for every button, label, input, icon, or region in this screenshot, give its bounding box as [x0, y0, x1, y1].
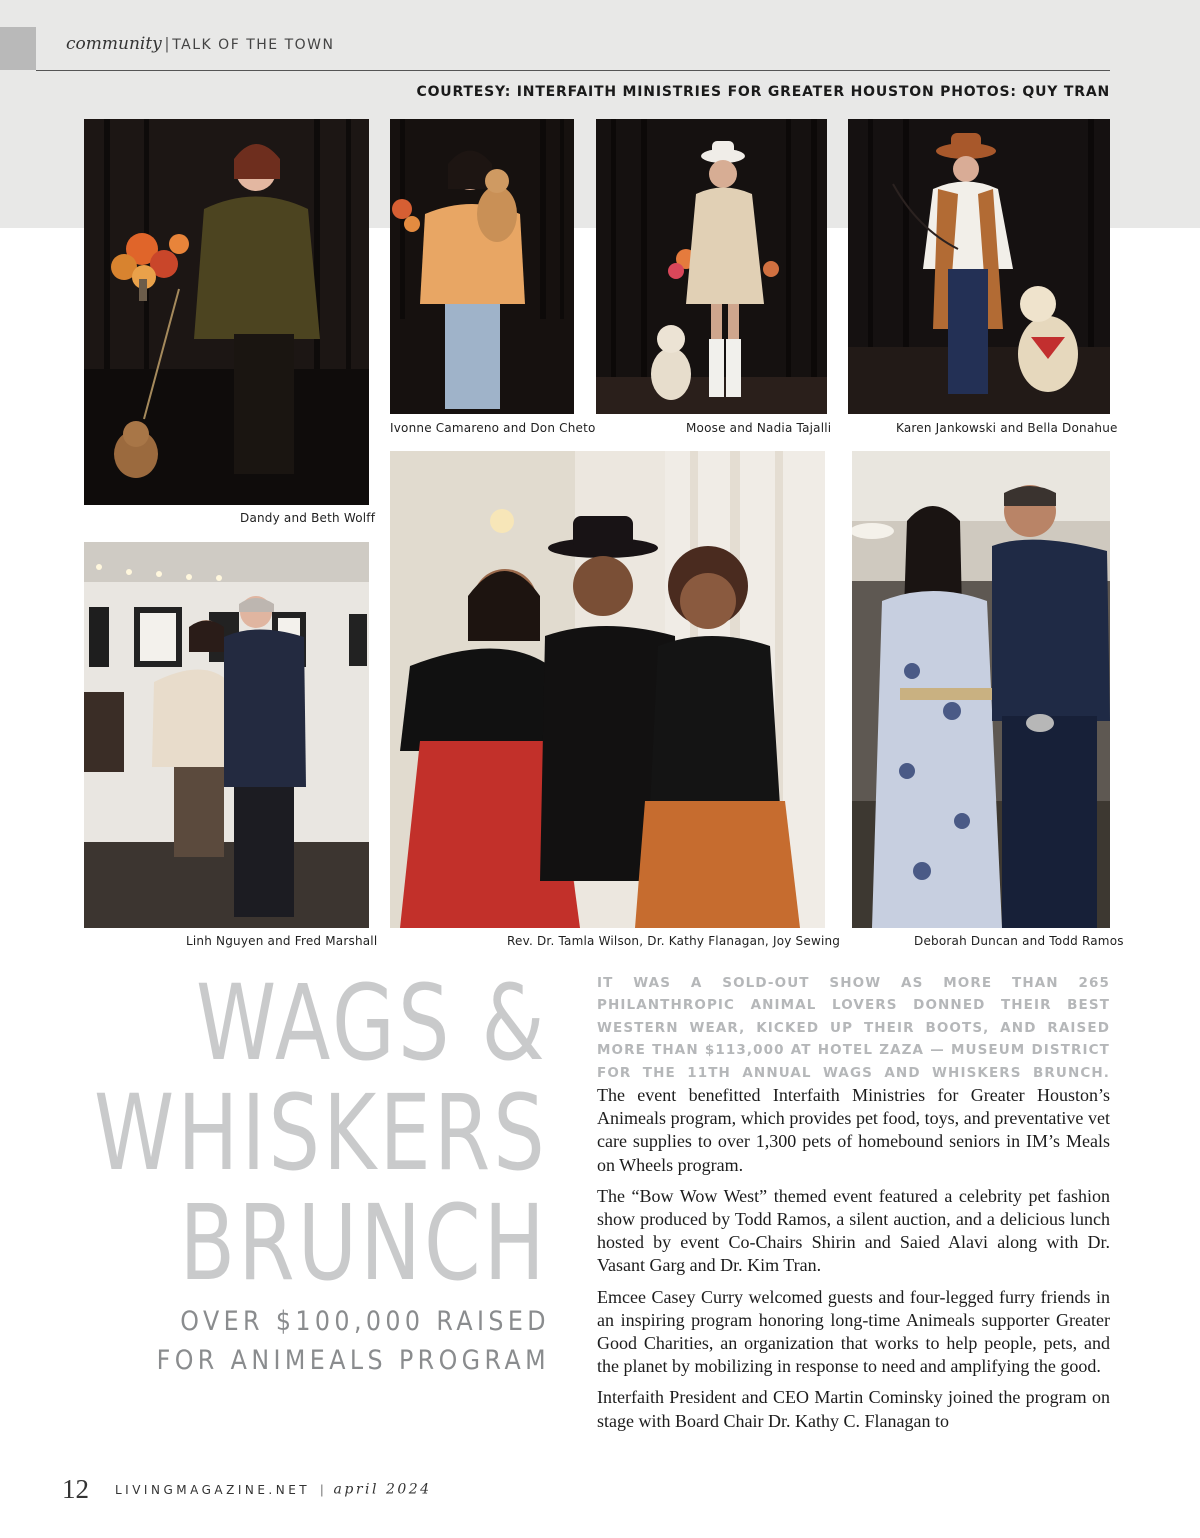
article-paragraph: The “Bow Wow West” themed event featured a celebrity pet fashion show produced by Todd Ramos, a silent auction, and a delicious lunch hosted by event Co-Chairs Shirin and Saied Alavi along with Dr. Vasant Garg and Dr. Kim Tran.: [597, 1185, 1110, 1276]
headline-line: WHISKERS: [94, 1072, 548, 1194]
article-lede: IT WAS A SOLD-OUT SHOW AS MORE THAN 265 PHILANTHROPIC ANIMAL LOVERS DONNED THEIR BEST WESTERN WEAR, KICKED UP THEIR BOOTS, AND RAISED MORE THAN $113,000 AT HOTEL ZAZA — MUSEUM DISTRICT FOR THE 11TH ANNUAL WAGS AND WHISKERS BRUNCH.: [597, 975, 1110, 1081]
site-name: LIVINGMAGAZINE.NET: [115, 1482, 311, 1497]
photo-caption: Deborah Duncan and Todd Ramos: [914, 934, 1124, 948]
photo-deborah-duncan-todd-ramos: [852, 451, 1110, 928]
photo-credit: COURTESY: INTERFAITH MINISTRIES FOR GREATER HOUSTON PHOTOS: QUY TRAN: [416, 84, 1110, 100]
article-paragraph: The event benefitted Interfaith Ministries for Greater Houston’s Animeals program, which provides pet food, toys, and preventative vet care supplies to over 1,300 pets of homebound seniors in IM’s Meals on Wheels program.: [597, 1085, 1110, 1175]
photo-wilson-flanagan-sewing: [390, 451, 825, 928]
section-name: community: [66, 34, 162, 54]
photo-caption: Ivonne Camareno and Don Cheto: [390, 421, 596, 435]
header-divider: [36, 70, 1110, 71]
article-body: [597, 972, 1110, 1441]
photo-caption: Dandy and Beth Wolff: [240, 511, 376, 525]
subhead-line: FOR ANIMEALS PROGRAM: [156, 1345, 550, 1376]
photo-linh-nguyen-fred-marshall: [84, 542, 369, 928]
page-footer: [62, 1474, 432, 1505]
section-separator: |: [164, 34, 170, 53]
photo-dandy-beth-wolff: [84, 119, 369, 505]
article-paragraph: Emcee Casey Curry welcomed guests and four-legged furry friends in an inspiring program honoring long-time Animeals supporter Greater Good Charities, an organization that works to help people, pets, and the planet by mobilizing in response to need and amplifying the good.: [597, 1286, 1110, 1377]
photo-ivonne-camareno-don-cheto: [390, 119, 574, 414]
photo-moose-nadia-tajalli: [596, 119, 827, 414]
section-label: [66, 34, 334, 54]
photo-karen-jankowski-bella-donahue: [848, 119, 1110, 414]
photo-caption: Linh Nguyen and Fred Marshall: [186, 934, 378, 948]
headline-line: WAGS &: [196, 962, 548, 1084]
article-paragraph: Interfaith President and CEO Martin Cominsky joined the program on stage with Board Chair Dr. Kathy C. Flanagan to: [597, 1387, 1110, 1431]
article-subhead: [103, 1302, 550, 1380]
subhead-line: OVER $100,000 RAISED: [180, 1306, 550, 1337]
page-number: 12: [62, 1474, 89, 1504]
section-tab-marker: [0, 27, 36, 70]
article-headline: [0, 962, 548, 1304]
photo-caption: Rev. Dr. Tamla Wilson, Dr. Kathy Flanagan, Joy Sewing: [507, 934, 841, 948]
issue-date: april 2024: [333, 1481, 432, 1498]
headline-line: BRUNCH: [179, 1182, 548, 1304]
column-name: TALK OF THE TOWN: [172, 37, 335, 53]
photo-caption: Karen Jankowski and Bella Donahue: [896, 421, 1118, 435]
photo-caption: Moose and Nadia Tajalli: [686, 421, 832, 435]
footer-separator: |: [320, 1482, 324, 1497]
